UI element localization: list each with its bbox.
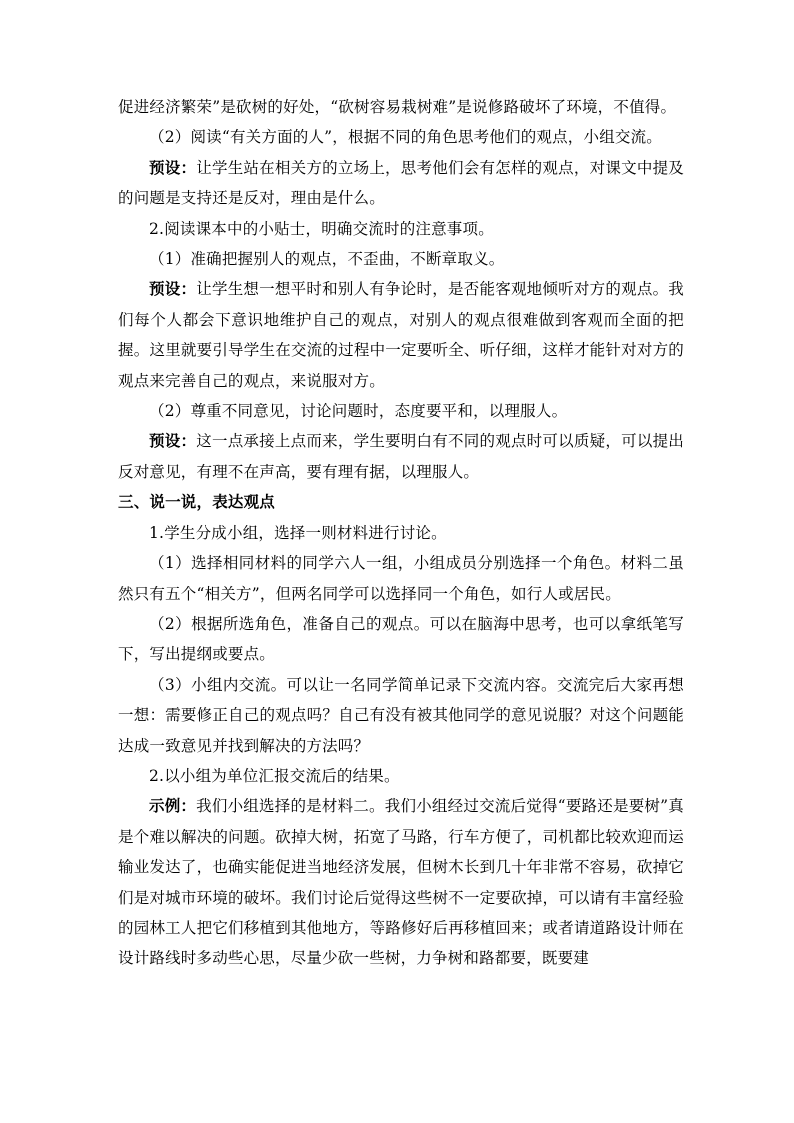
paragraph: 2.阅读课本中的小贴士，明确交流时的注意事项。 [149, 219, 494, 238]
paragraph: （1）准确把握别人的观点，不歪曲，不断章取义。 [149, 250, 505, 269]
paragraph-label: 预设： [149, 157, 197, 177]
section-heading: 三、说一说，表达观点 [118, 492, 276, 512]
paragraph-text: 这一点承接上点而来，学生要明白有不同的观点时可以质疑，可以提出反对意见，有理不在声高，要有理有据，以理服人。 [118, 432, 685, 481]
paragraph-label: 示例： [149, 796, 197, 816]
paragraph: 促进经济繁荣”是砍树的好处，“砍树容易栽树难”是说修路破坏了环境，不值得。 [118, 98, 677, 116]
paragraph-text: 让学生站在相关方的立场上，思考他们会有怎样的观点，对课文中提及的问题是支持还是反对，理由是什么。 [118, 158, 685, 208]
paragraph [118, 153, 684, 214]
paragraph: （2）阅读“有关方面的人”，根据不同的角色思考他们的观点，小组交流。 [149, 128, 663, 147]
paragraph: （1）选择相同材料的同学六人一组，小组成员分别选择一个角色。材料二虽然只有五个“相关方”，但两名同学可以选择同一个角色，如行人或居民。 [118, 554, 684, 603]
paragraph: （2）尊重不同意见，讨论问题时，态度要平和，以理服人。 [149, 402, 568, 421]
paragraph [118, 426, 684, 487]
paragraph-text: 我们小组选择的是材料二。我们小组经过交流后觉得“要路还是要树”真是个难以解决的问题。砍掉大树，拓宽了马路，行车方便了，司机都比较欢迎而运输业发达了，也确实能促进当地经济发展，但树木长到几十年非常不容易，砍掉它们是对城市环境的破坏。我们讨论后觉得这些树不一定要砍掉，可以请有丰富经验的园林工人把它们移植到其他地方，等路修好后再移植回来；或者请道路设计师在设计路线时多动些心思，尽量少砍一些树，力争树和路都要，既要建 [118, 797, 684, 968]
paragraph: （3）小组内交流。可以让一名同学简单记录下交流内容。交流完后大家再想一想：需要修正自己的观点吗？自己有没有被其他同学的意见说服？对这个问题能达成一致意见并找到解决的方法吗？ [118, 675, 684, 755]
paragraph: 2.以小组为单位汇报交流后的结果。 [149, 766, 400, 785]
paragraph-label: 预设： [149, 279, 197, 299]
paragraph [118, 274, 684, 396]
paragraph: （2）根据所选角色，准备自己的观点。可以在脑海中思考，也可以拿纸笔写下，写出提纲或要点。 [118, 614, 684, 664]
document-body [118, 92, 684, 974]
paragraph [118, 791, 684, 973]
paragraph: 1.学生分成小组，选择一则材料进行讨论。 [149, 523, 447, 542]
paragraph-label: 预设： [149, 431, 197, 451]
paragraph-text: 让学生想一想平时和别人有争论时，是否能客观地倾听对方的观点。我们每个人都会下意识地维护自己的观点，对别人的观点很难做到客观而全面的把握。这里就要引导学生在交流的过程中一定要听全、听仔细，这样才能针对对方的观点来完善自己的观点，来说服对方。 [118, 280, 685, 390]
